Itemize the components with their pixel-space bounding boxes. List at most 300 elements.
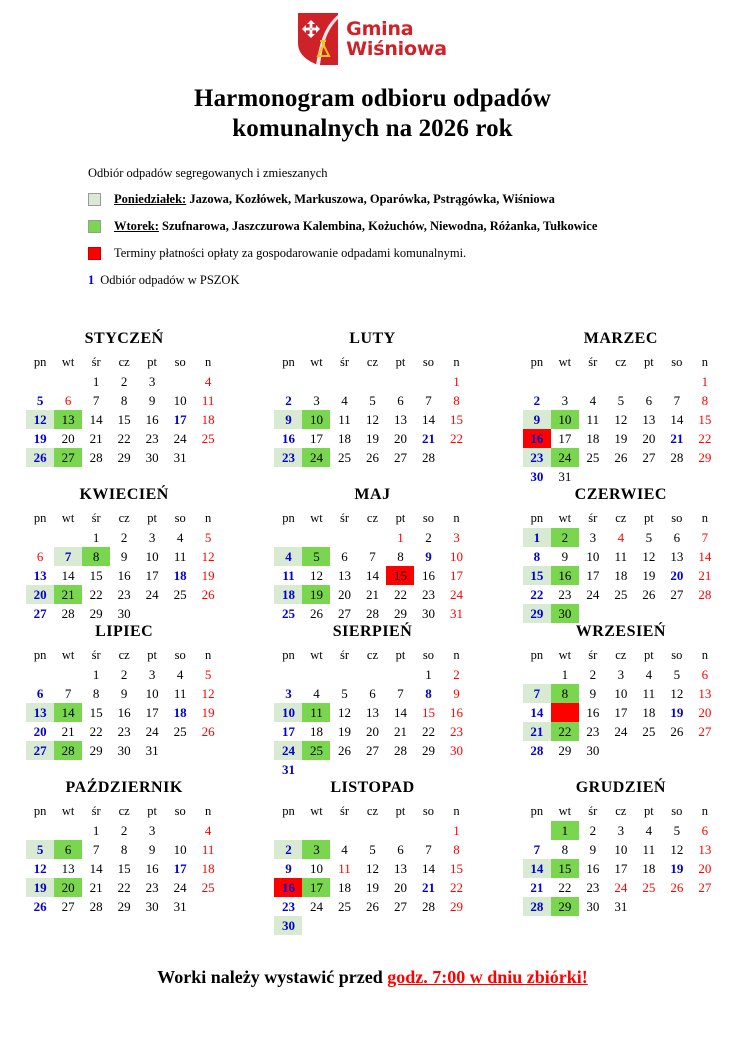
empty-day-cell <box>194 604 222 623</box>
month-title: CZERWIEC <box>574 486 667 503</box>
day-cell: 6 <box>701 667 709 682</box>
day-cell: 19 <box>201 705 215 720</box>
day-cell: 18 <box>201 861 215 876</box>
week-row <box>523 684 719 703</box>
day-cell: 27 <box>26 741 54 760</box>
month-title: STYCZEŃ <box>84 330 164 347</box>
month-title: LISTOPAD <box>330 779 415 796</box>
weekday-header: so <box>671 804 683 819</box>
day-cell: 23 <box>274 448 302 467</box>
tuesday-color-swatch <box>88 220 101 233</box>
day-cell: 5 <box>617 393 625 408</box>
weekday-header-row <box>26 802 222 821</box>
day-cell: 18 <box>586 431 600 446</box>
day-cell: 22 <box>393 587 407 602</box>
day-cell: 16 <box>551 566 579 585</box>
day-cell: 11 <box>302 703 330 722</box>
weekday-header: pt <box>147 648 158 663</box>
day-cell: 18 <box>337 880 351 895</box>
day-cell: 23 <box>117 724 131 739</box>
day-cell: 18 <box>201 412 215 427</box>
empty-day-cell <box>302 760 330 779</box>
day-cell: 8 <box>120 393 128 408</box>
weekday-header: wt <box>61 804 75 819</box>
week-row <box>523 429 719 448</box>
tuesday-label: Wtorek: <box>114 219 159 233</box>
week-row <box>523 665 719 684</box>
weekday-header: n <box>205 648 212 663</box>
day-cell: 28 <box>393 743 407 758</box>
weekday-header: wt <box>310 355 323 370</box>
day-cell: 30 <box>421 606 435 621</box>
day-cell: 28 <box>89 899 103 914</box>
day-cell: 4 <box>645 823 653 838</box>
day-cell: 8 <box>92 686 100 701</box>
empty-day-cell <box>442 760 470 779</box>
weekday-header: cz <box>118 511 130 526</box>
day-cell: 22 <box>530 587 544 602</box>
day-cell: 20 <box>337 587 351 602</box>
day-cell: 10 <box>173 842 187 857</box>
day-cell: 10 <box>173 393 187 408</box>
day-cell: 13 <box>698 686 712 701</box>
day-cell: 19 <box>337 724 351 739</box>
week-row <box>274 410 470 429</box>
day-cell: 9 <box>120 549 128 564</box>
empty-day-cell <box>663 741 691 760</box>
day-cell: 27 <box>698 880 712 895</box>
day-cell: 12 <box>201 686 215 701</box>
weekday-header: pn <box>530 648 544 663</box>
day-cell: 28 <box>421 899 435 914</box>
week-row <box>523 703 719 722</box>
day-cell: 6 <box>397 842 404 857</box>
weekday-header: pn <box>282 804 295 819</box>
weekday-header: pt <box>395 648 406 663</box>
weekday-header: wt <box>310 648 323 663</box>
day-cell: 13 <box>393 412 407 427</box>
day-cell: 17 <box>614 705 628 720</box>
day-cell: 10 <box>145 686 159 701</box>
day-cell: 9 <box>425 549 432 564</box>
day-cell: 26 <box>201 587 215 602</box>
day-cell: 1 <box>92 530 100 545</box>
day-cell: 26 <box>670 724 684 739</box>
day-cell: 10 <box>449 549 463 564</box>
day-cell: 13 <box>365 705 379 720</box>
empty-day-cell <box>663 604 691 623</box>
day-cell: 5 <box>645 530 653 545</box>
day-cell: 4 <box>589 393 597 408</box>
weekday-header: cz <box>615 648 627 663</box>
day-cell: 24 <box>586 587 600 602</box>
day-cell: 2 <box>285 393 292 408</box>
month-table <box>274 353 470 467</box>
week-row <box>274 604 470 623</box>
empty-day-cell <box>358 760 386 779</box>
weekday-header: pn <box>282 355 295 370</box>
empty-day-cell <box>302 528 330 547</box>
month-title: WRZESIEŃ <box>575 623 666 640</box>
day-cell: 16 <box>421 568 435 583</box>
day-cell: 11 <box>586 412 600 427</box>
coat-of-arms-icon <box>298 13 338 65</box>
day-cell: 2 <box>120 823 128 838</box>
week-row <box>274 878 470 897</box>
day-cell: 25 <box>173 724 187 739</box>
weekday-header: n <box>205 804 212 819</box>
weekday-header: n <box>701 355 708 370</box>
day-cell: 5 <box>341 686 348 701</box>
day-cell: 22 <box>117 880 131 895</box>
day-cell: 27 <box>54 448 82 467</box>
day-cell: 3 <box>285 686 292 701</box>
day-cell: 24 <box>173 431 187 446</box>
day-cell: 5 <box>36 393 44 408</box>
day-cell: 10 <box>614 686 628 701</box>
week-row <box>274 547 470 566</box>
day-cell: 7 <box>54 547 82 566</box>
empty-day-cell <box>138 604 166 623</box>
week-row <box>26 821 222 840</box>
day-cell: 13 <box>393 861 407 876</box>
weekday-header: pt <box>643 355 654 370</box>
weekday-header: pt <box>395 804 406 819</box>
month-block <box>0 486 248 623</box>
empty-day-cell <box>358 916 386 935</box>
month-block <box>248 779 496 935</box>
empty-day-cell <box>691 604 719 623</box>
day-cell: 11 <box>338 412 351 427</box>
weekday-header: cz <box>118 355 130 370</box>
day-cell: 8 <box>453 842 460 857</box>
weekday-header: n <box>701 804 708 819</box>
day-cell: 8 <box>533 549 541 564</box>
day-cell: 29 <box>393 606 407 621</box>
day-cell: 24 <box>173 880 187 895</box>
day-cell: 31 <box>145 743 159 758</box>
day-cell: 27 <box>393 899 407 914</box>
weekday-header: śr <box>588 355 598 370</box>
weekday-header: pn <box>282 511 295 526</box>
weekday-header: n <box>205 511 212 526</box>
day-cell: 26 <box>365 899 379 914</box>
empty-day-cell <box>386 916 414 935</box>
week-row <box>274 821 470 840</box>
month-block <box>497 486 745 623</box>
week-row <box>26 410 222 429</box>
day-cell: 20 <box>393 431 407 446</box>
day-cell: 4 <box>617 530 625 545</box>
empty-day-cell <box>663 897 691 916</box>
weekday-header: cz <box>615 355 627 370</box>
day-cell: 7 <box>397 686 404 701</box>
day-cell: 8 <box>425 686 432 701</box>
weekday-header: śr <box>339 355 349 370</box>
month-title: SIERPIEŃ <box>332 623 413 640</box>
week-row <box>26 878 222 897</box>
empty-day-cell <box>330 821 358 840</box>
day-cell: 31 <box>173 899 187 914</box>
day-cell: 30 <box>117 606 131 621</box>
weekday-header: wt <box>558 648 572 663</box>
week-row <box>26 665 222 684</box>
empty-day-cell <box>414 372 442 391</box>
empty-day-cell <box>414 760 442 779</box>
day-cell: 20 <box>698 861 712 876</box>
day-cell: 14 <box>393 705 407 720</box>
month-title: KWIECIEŃ <box>79 486 169 503</box>
day-cell: 27 <box>61 899 75 914</box>
month-table <box>26 802 222 916</box>
day-cell: 23 <box>586 724 600 739</box>
day-cell: 8 <box>551 684 579 703</box>
week-row <box>274 684 470 703</box>
weekday-header-row <box>523 646 719 665</box>
empty-day-cell <box>358 372 386 391</box>
weekday-header: so <box>422 804 435 819</box>
weekday-header: śr <box>91 355 101 370</box>
footer-note <box>0 967 745 988</box>
day-cell: 3 <box>302 840 330 859</box>
day-cell: 7 <box>425 393 432 408</box>
day-cell: 19 <box>201 568 215 583</box>
day-cell: 3 <box>148 530 156 545</box>
day-cell: 18 <box>614 568 628 583</box>
day-cell: 17 <box>145 568 159 583</box>
payment-label: Terminy płatności opłaty za gospodarowanie odpadami komunalnymi. <box>114 246 467 260</box>
day-cell: 18 <box>642 861 656 876</box>
day-cell: 12 <box>614 412 628 427</box>
week-row <box>523 878 719 897</box>
day-cell: 18 <box>173 568 187 583</box>
day-cell: 19 <box>365 880 379 895</box>
day-cell: 12 <box>337 705 351 720</box>
empty-day-cell <box>330 665 358 684</box>
day-cell: 16 <box>449 705 463 720</box>
week-row <box>523 547 719 566</box>
day-cell: 22 <box>558 880 572 895</box>
week-row <box>274 528 470 547</box>
day-cell: 27 <box>337 606 351 621</box>
weekday-header: pn <box>530 511 544 526</box>
day-cell: 5 <box>369 842 376 857</box>
day-cell: 14 <box>698 549 712 564</box>
day-cell: 2 <box>589 823 597 838</box>
monday-label: Poniedziałek: <box>114 192 187 206</box>
empty-day-cell <box>194 741 222 760</box>
weekday-header: pn <box>530 804 544 819</box>
day-cell: 16 <box>523 429 551 448</box>
weekday-header: śr <box>339 648 349 663</box>
day-cell: 16 <box>117 568 131 583</box>
day-cell: 15 <box>449 412 463 427</box>
day-cell: 2 <box>453 667 460 682</box>
week-row <box>274 585 470 604</box>
day-cell: 2 <box>551 528 579 547</box>
day-cell: 15 <box>89 568 103 583</box>
day-cell: 15 <box>89 705 103 720</box>
day-cell: 29 <box>698 450 712 465</box>
day-cell: 15 <box>523 566 551 585</box>
day-cell: 4 <box>274 547 302 566</box>
empty-day-cell <box>26 665 54 684</box>
week-row <box>26 391 222 410</box>
day-cell: 14 <box>54 703 82 722</box>
day-cell: 23 <box>145 431 159 446</box>
day-cell: 22 <box>421 724 435 739</box>
day-cell: 25 <box>201 880 215 895</box>
weekday-header: n <box>205 355 212 370</box>
day-cell: 24 <box>551 448 579 467</box>
day-cell: 17 <box>309 431 323 446</box>
day-cell: 20 <box>61 431 75 446</box>
weekday-header: pt <box>395 511 406 526</box>
day-cell: 30 <box>449 743 463 758</box>
day-cell: 26 <box>614 450 628 465</box>
day-cell: 5 <box>369 393 376 408</box>
weekday-header: wt <box>61 648 75 663</box>
day-cell: 17 <box>173 861 187 876</box>
week-row <box>523 585 719 604</box>
empty-day-cell <box>414 916 442 935</box>
day-cell: 11 <box>642 842 656 857</box>
pszok-marker: 1 <box>88 273 95 287</box>
day-cell: 20 <box>365 724 379 739</box>
day-cell: 22 <box>449 880 463 895</box>
day-cell: 9 <box>148 842 156 857</box>
weekday-header: pn <box>282 648 295 663</box>
week-row <box>523 840 719 859</box>
day-cell: 17 <box>614 861 628 876</box>
empty-day-cell <box>302 821 330 840</box>
day-cell: 7 <box>64 686 72 701</box>
day-cell: 5 <box>302 547 330 566</box>
day-cell: 1 <box>397 530 404 545</box>
brand-name <box>346 19 447 59</box>
empty-day-cell <box>274 821 302 840</box>
empty-day-cell <box>663 467 691 486</box>
day-cell: 9 <box>285 861 292 876</box>
week-row <box>26 604 222 623</box>
day-cell: 9 <box>274 410 302 429</box>
day-cell: 18 <box>309 724 323 739</box>
day-cell: 20 <box>54 878 82 897</box>
day-cell: 14 <box>365 568 379 583</box>
weekday-header: cz <box>366 511 379 526</box>
day-cell: 12 <box>33 861 47 876</box>
month-block <box>0 623 248 779</box>
weekday-header: n <box>453 804 460 819</box>
empty-day-cell <box>358 821 386 840</box>
day-cell: 9 <box>589 842 597 857</box>
week-row <box>274 897 470 916</box>
legend-item-tuesday <box>88 219 745 234</box>
day-cell: 28 <box>61 606 75 621</box>
day-cell: 21 <box>89 880 103 895</box>
day-cell: 31 <box>614 899 628 914</box>
empty-day-cell <box>635 372 663 391</box>
day-cell: 7 <box>92 842 100 857</box>
empty-day-cell <box>54 665 82 684</box>
day-cell: 6 <box>64 393 72 408</box>
empty-day-cell <box>386 665 414 684</box>
weekday-header: so <box>174 511 186 526</box>
weekday-header: pn <box>33 648 47 663</box>
empty-day-cell <box>302 372 330 391</box>
empty-day-cell <box>607 741 635 760</box>
weekday-header: pt <box>147 355 158 370</box>
day-cell: 29 <box>523 604 551 623</box>
month-title: MAJ <box>354 486 391 503</box>
empty-day-cell <box>579 604 607 623</box>
day-cell: 6 <box>369 686 376 701</box>
month-table <box>26 509 222 623</box>
day-cell: 31 <box>173 450 187 465</box>
day-cell: 31 <box>449 606 463 621</box>
day-cell: 16 <box>145 412 159 427</box>
day-cell: 4 <box>204 823 212 838</box>
day-cell: 27 <box>642 450 656 465</box>
empty-day-cell <box>635 604 663 623</box>
day-cell: 4 <box>645 667 653 682</box>
day-cell: 10 <box>274 703 302 722</box>
day-cell: 13 <box>642 412 656 427</box>
week-row <box>523 528 719 547</box>
empty-day-cell <box>691 741 719 760</box>
empty-day-cell <box>166 741 194 760</box>
day-cell: 3 <box>589 530 597 545</box>
day-cell: 7 <box>425 842 432 857</box>
day-cell: 11 <box>614 549 628 564</box>
day-cell: 23 <box>117 587 131 602</box>
weekday-header: so <box>174 355 186 370</box>
day-cell: 15 <box>386 566 414 585</box>
day-cell: 11 <box>282 568 295 583</box>
day-cell: 23 <box>586 880 600 895</box>
week-row <box>523 372 719 391</box>
day-cell: 19 <box>614 431 628 446</box>
weekday-header: so <box>422 648 435 663</box>
day-cell: 16 <box>586 861 600 876</box>
day-cell: 23 <box>281 899 295 914</box>
day-cell: 15 <box>117 412 131 427</box>
weekday-header: so <box>671 511 683 526</box>
day-cell: 17 <box>281 724 295 739</box>
day-cell: 1 <box>92 667 100 682</box>
day-cell: 4 <box>176 530 184 545</box>
brand-header <box>0 0 745 70</box>
month-block <box>497 779 745 935</box>
empty-day-cell <box>330 916 358 935</box>
day-cell: 3 <box>617 823 625 838</box>
day-cell: 1 <box>92 823 100 838</box>
day-cell: 30 <box>586 899 600 914</box>
page-title-line-1: Harmonogram odbioru odpadów <box>194 85 551 112</box>
weekday-header: śr <box>588 511 598 526</box>
day-cell: 21 <box>393 724 407 739</box>
weekday-header: pn <box>33 511 47 526</box>
day-cell: 18 <box>173 705 187 720</box>
day-cell: 25 <box>302 741 330 760</box>
empty-day-cell <box>166 604 194 623</box>
day-cell: 28 <box>530 743 544 758</box>
day-cell: 4 <box>341 842 348 857</box>
weekday-header: cz <box>366 648 379 663</box>
week-row <box>26 703 222 722</box>
empty-day-cell <box>607 604 635 623</box>
day-cell: 9 <box>523 410 551 429</box>
